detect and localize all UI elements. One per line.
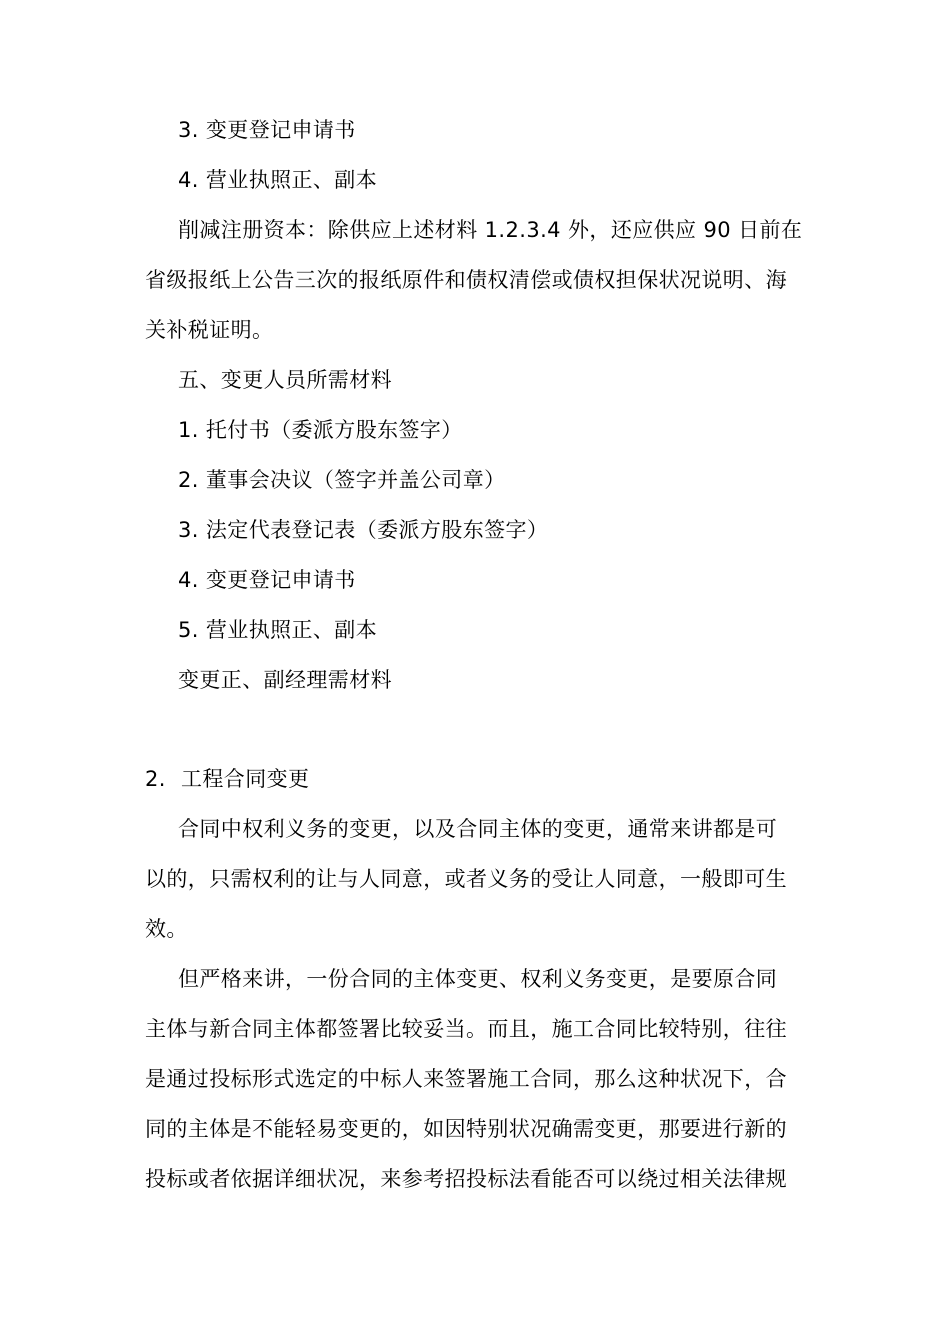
capital-reduce-line-3: 关补税证明。 xyxy=(145,318,274,342)
section-5-item-1: 1. 托付书（委派方股东签字） xyxy=(178,418,463,442)
para2-line-2: 主体与新合同主体都签署比较妥当。而且，施工合同比较特别，往往 xyxy=(145,1017,787,1041)
manager-change-heading: 变更正、副经理需材料 xyxy=(178,668,392,692)
para1-line-3: 效。 xyxy=(145,917,188,941)
section-5-item-5: 5. 营业执照正、副本 xyxy=(178,618,378,642)
section-2-heading xyxy=(145,766,825,792)
para2-line-1: 但严格来讲，一份合同的主体变更、权利义务变更，是要原合同 xyxy=(178,967,778,991)
list-item-business-license: 4. 营业执照正、副本 xyxy=(178,168,378,192)
para2-line-5: 投标或者依据详细状况，来参考招投标法看能否可以绕过相关法律规 xyxy=(145,1167,787,1191)
section-2-number: 2. xyxy=(145,767,166,791)
section-5-item-2: 2. 董事会决议（签字并盖公司章） xyxy=(178,468,506,492)
para1-line-2: 以的，只需权利的让与人同意，或者义务的受让人同意，一般即可生 xyxy=(145,867,787,891)
section-2-title: 工程合同变更 xyxy=(181,767,310,791)
section-5-title: 五、变更人员所需材料 xyxy=(178,368,392,392)
list-item-apply-form: 3. 变更登记申请书 xyxy=(178,118,356,142)
section-5-item-3: 3. 法定代表登记表（委派方股东签字） xyxy=(178,518,549,542)
section-5-item-4: 4. 变更登记申请书 xyxy=(178,568,356,592)
para2-line-3: 是通过投标形式选定的中标人来签署施工合同，那么这种状况下，合 xyxy=(145,1067,787,1091)
capital-reduce-line-2: 省级报纸上公告三次的报纸原件和债权清偿或债权担保状况说明、海 xyxy=(145,268,787,292)
para1-line-1: 合同中权利义务的变更，以及合同主体的变更，通常来讲都是可 xyxy=(178,817,778,841)
para2-line-4: 同的主体是不能轻易变更的，如因特别状况确需变更，那要进行新的 xyxy=(145,1117,787,1141)
capital-reduce-line-1: 削减注册资本：除供应上述材料 1.2.3.4 外，还应供应 90 日前在 xyxy=(178,218,803,242)
